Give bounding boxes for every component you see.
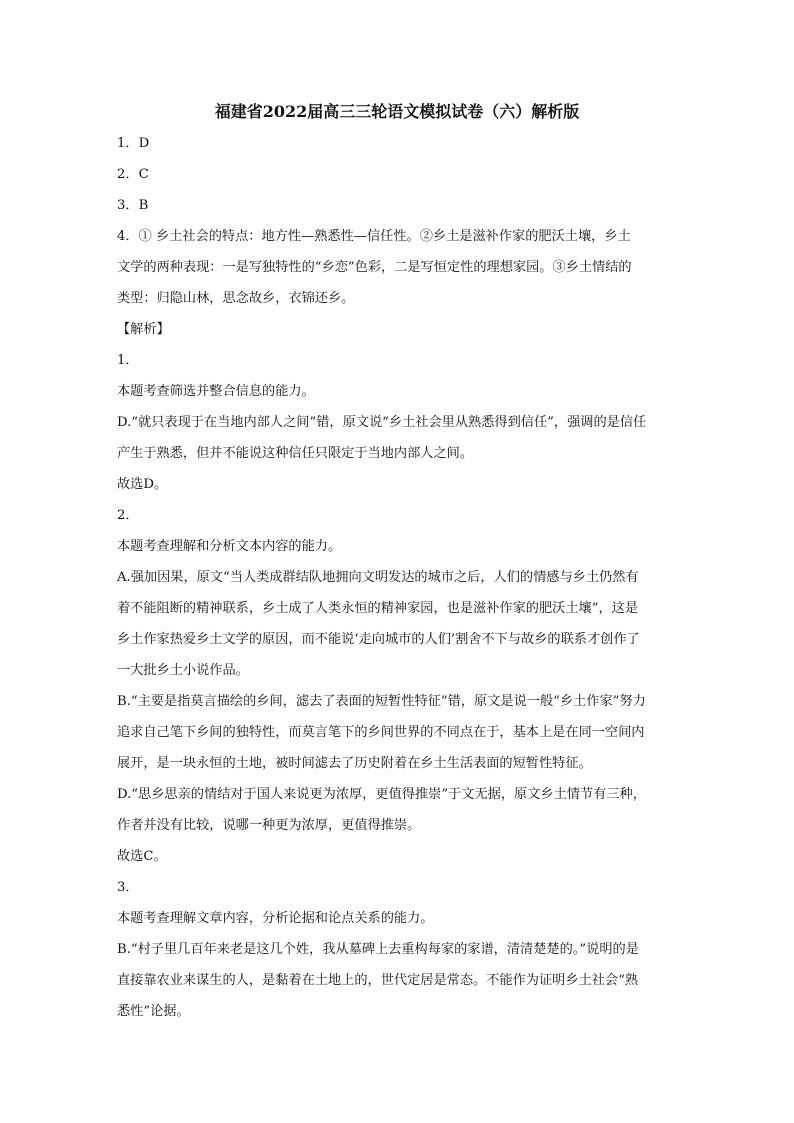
q2-optionB-line: B.“主要是指莫言描绘的乡间，滤去了表面的短暂性特征”错，原文是说一般“乡土作家”努力 [117, 694, 646, 709]
answer-line-1: 1．D [117, 136, 150, 151]
q1-conclusion: 故选D。 [117, 477, 168, 492]
q2-optionA-line: 着不能阻断的精神联系，乡土成了人类永恒的精神家园，也是滋补作家的肥沃土壤”，这是 [117, 601, 639, 616]
document-body [117, 128, 679, 1027]
q3-option-line: B.“村子里几百年来老是这几个姓，我从墓碑上去重构每家的家谱，清清楚楚的。”说明的是 [117, 942, 639, 957]
answer4-line: 文学的两种表现：一是写独特性的“乡恋”色彩，二是写恒定性的理想家园。③乡土情结的 [117, 260, 632, 275]
q3-option-line: 悉性”论据。 [117, 1004, 190, 1019]
q1-option-line: D.“就只表现于在当地内部人之间”错，原文说“乡土社会里从熟悉得到信任”，强调的是信任 [117, 415, 647, 430]
q2-conclusion: 故选C。 [117, 849, 167, 864]
answer4-line: 类型：归隐山林，思念故乡，衣锦还乡。 [117, 291, 355, 306]
q3-number: 3． [117, 880, 139, 895]
document-title: 福建省2022届高三三轮语文模拟试卷（六）解析版 [214, 102, 580, 121]
q2-optionA-line: 乡土作家热爱乡土文学的原因，而不能说‘走向城市的人们’割舍不下与故乡的联系才创作了 [117, 632, 640, 647]
q3-intro: 本题考查理解文章内容，分析论据和论点关系的能力。 [117, 911, 434, 926]
analysis-heading: 【解析】 [117, 322, 170, 337]
q2-optionB-line: 追求自己笔下乡间的独特性，而莫言笔下的乡间世界的不同点在于，基本上是在同一空间内 [117, 725, 645, 740]
q3-option-line: 直接靠农业来谋生的人，是黏着在土地上的，世代定居是常态。不能作为证明乡土社会“熟 [117, 973, 639, 988]
answer-line-3: 3．B [117, 198, 149, 213]
q2-intro: 本题考查理解和分析文本内容的能力。 [117, 539, 342, 554]
answer-line-2: 2．C [117, 167, 149, 182]
answer4-line: 4．① 乡土社会的特点：地方性—熟悉性—信任性。②乡土是滋补作家的肥沃土壤，乡土 [117, 229, 631, 244]
q1-number: 1． [117, 353, 139, 368]
q1-option-line: 产生于熟悉，但并不能说这种信任只限定于当地内部人之间。 [117, 446, 474, 461]
q2-optionD-line: D.“思乡思亲的情结对于国人来说更为浓厚，更值得推崇”于文无据，原文乡土情节有三种， [117, 787, 646, 802]
q2-number: 2． [117, 508, 139, 523]
q2-optionB-line: 展开，是一块永恒的土地，被时间滤去了历史附着在乡土生活表面的短暂性特征。 [117, 756, 592, 771]
q2-optionA-line: A.强加因果，原文“当人类成群结队地拥向文明发达的城市之后，人们的情感与乡土仍然有 [117, 570, 639, 585]
q2-optionD-line: 作者并没有比较，说哪一种更为浓厚，更值得推崇。 [117, 818, 421, 833]
q1-intro: 本题考查筛选并整合信息的能力。 [117, 384, 315, 399]
q2-optionA-line: 一大批乡土小说作品。 [117, 663, 249, 678]
